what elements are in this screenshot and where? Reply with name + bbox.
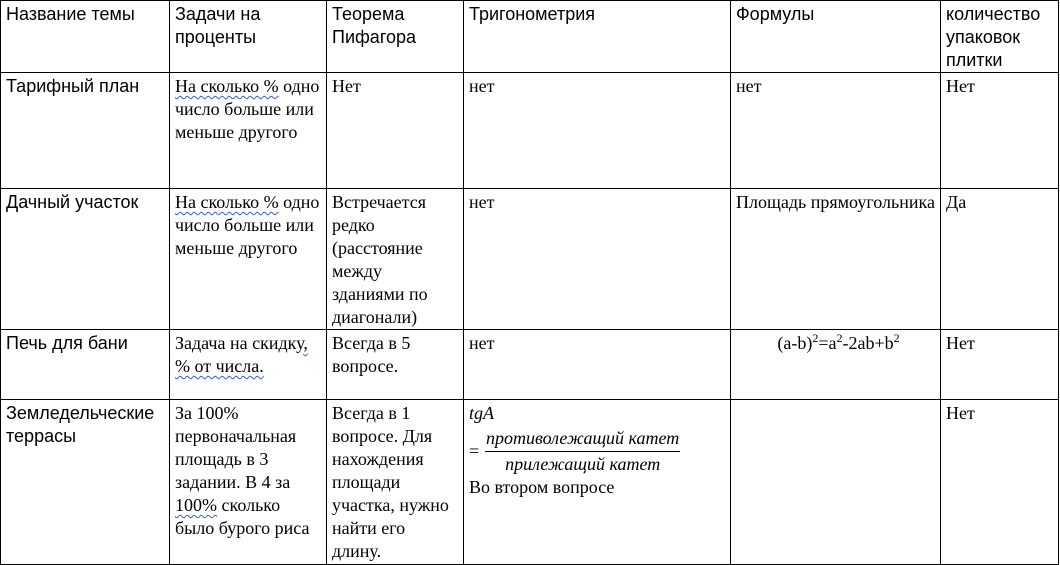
trig-note: Во втором вопросе [469,477,615,497]
row-trig: нет [464,189,731,330]
row-trig [464,400,731,565]
row-formulas [731,330,941,400]
tga-label: tgA [469,403,494,423]
row-pythagoras: Нет [327,73,464,189]
row-pythagoras: Всегда в 5 вопросе. [327,330,464,400]
equals-sign: = [469,441,480,461]
row-percent: На сколько % одно число больше или меньше другого [170,73,327,189]
table-row [1,73,1059,189]
row-topic: Тарифный план [1,73,170,189]
row-packs: Нет [941,73,1059,189]
row-formulas [731,400,941,565]
fraction-numerator: противолежащий катет [485,427,680,452]
row-topic: Земледельческие террасы [1,400,170,565]
row-formulas: Площадь прямоугольника [731,189,941,330]
square-formula: $(a-b)^2=a^2-2ab+b^2$ [777,331,900,353]
header-percent: Задачи на проценты [170,1,327,73]
row-packs: Нет [941,400,1059,565]
header-formulas: Формулы [731,1,941,73]
row-topic: Дачный участок [1,189,170,330]
row-packs: Да [941,189,1059,330]
row-topic: Печь для бани [1,330,170,400]
header-trig: Тригонометрия [464,1,731,73]
row-percent: На сколько % одно число больше или меньше другого [170,189,327,330]
row-trig: нет [464,330,731,400]
tangent-fraction [469,427,725,476]
row-formulas: нет [731,73,941,189]
row-percent: За 100% первоначальная площадь в 3 задании. В 4 за 100% сколько было бурого риса [170,400,327,565]
header-packs: количество упаковок плитки [941,1,1059,73]
header-pythagoras: Теорема Пифагора [327,1,464,73]
table-row [1,189,1059,330]
row-pythagoras: Всегда в 1 вопросе. Для нахождения площади участка, нужно найти его длину. [327,400,464,565]
header-row [1,1,1059,73]
row-trig: нет [464,73,731,189]
header-topic: Название темы [1,1,170,73]
row-percent: Задача на скидку, % от числа. [170,330,327,400]
table-row [1,400,1059,565]
row-packs: Нет [941,330,1059,400]
fraction-denominator: прилежащий катет [505,454,661,474]
row-pythagoras: Встречается редко (расстояние между зданиями по диагонали) [327,189,464,330]
table-row [1,330,1059,400]
